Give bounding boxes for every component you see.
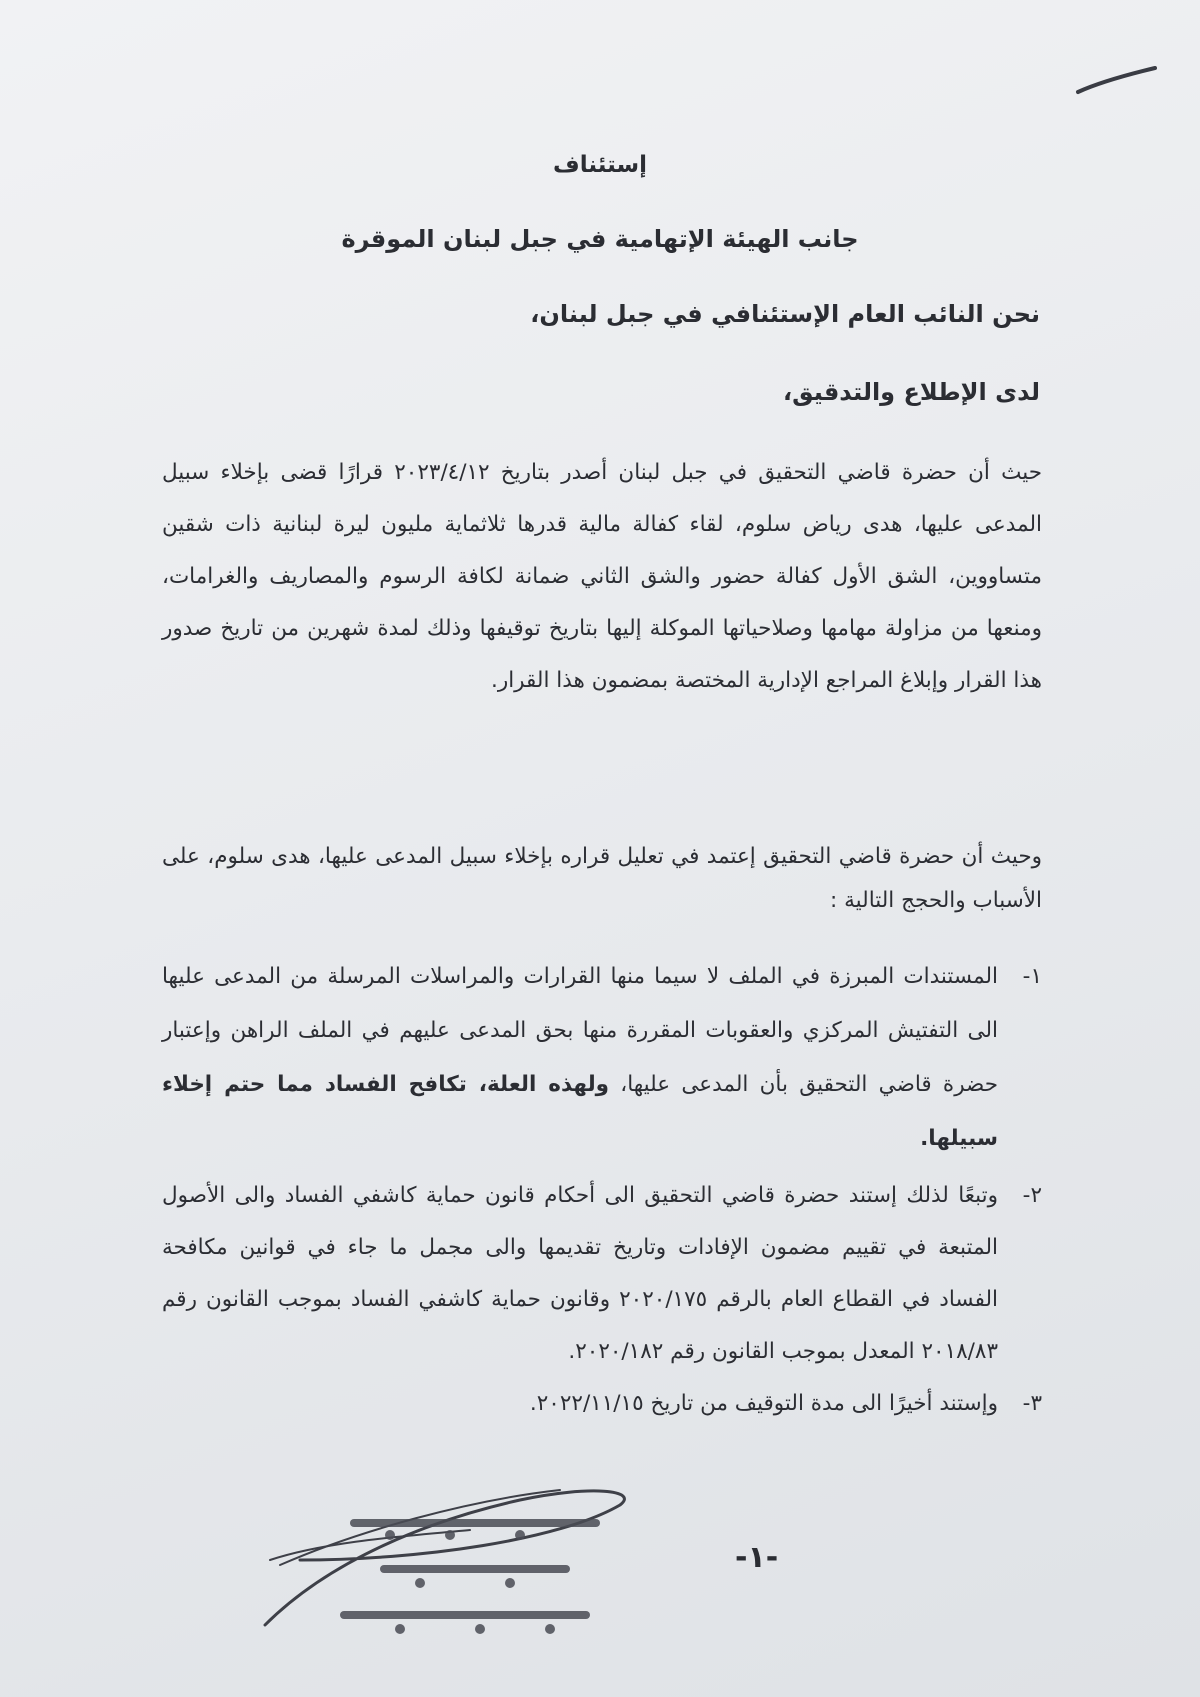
list-item-body: [162, 950, 998, 1166]
list-item-text: المستندات المبرزة في الملف لا سيما منها القرارات والمراسلات المرسلة من المدعى عليها الى التفتيش المركزي والعقوبات المقررة منها بحق المدعى عليهم في الملف الراهن وإعتبار حضرة قاضي التحقيق بأن المدعى عليها،: [162, 964, 998, 1097]
stamp-lettering-graphic: [310, 1505, 650, 1655]
pen-stroke-mark: [1078, 68, 1155, 92]
paragraph-2: وحيث أن حضرة قاضي التحقيق إعتمد في تعليل قراره بإخلاء سبيل المدعى عليها، هدى سلوم، على الأسباب والحجج التالية :: [162, 844, 1042, 913]
list-item-number: ٢-: [1022, 1183, 1042, 1208]
reasons-list: [162, 950, 1042, 1430]
document-heading: إستئناف: [552, 152, 648, 178]
review-line: لدى الإطلاع والتدقيق،: [783, 378, 1040, 406]
list-item-number: ٣-: [1022, 1391, 1042, 1416]
list-item-text: وإستند أخيرًا الى مدة التوقيف من تاريخ ٢٠٢٢/١١/١٥.: [529, 1391, 998, 1416]
list-item-bold-text: ولهذه العلة، تكافح الفساد مما حتم إخلاء سبيلها.: [162, 1072, 998, 1151]
page-number: -١-: [735, 1540, 779, 1575]
list-item: [162, 1378, 1042, 1430]
document-subheading: جانب الهيئة الإتهامية في جبل لبنان الموقرة: [341, 225, 859, 253]
list-item: [162, 1170, 1042, 1378]
opening-line: نحن النائب العام الإستئنافي في جبل لبنان،: [530, 300, 1040, 328]
list-item-number: ١-: [1022, 964, 1042, 989]
paragraph-1: حيث أن حضرة قاضي التحقيق في جبل لبنان أصدر بتاريخ ٢٠٢٣/٤/١٢ قرارًا قضى بإخلاء سبيل المدعى عليها، هدى رياض سلوم، لقاء كفالة مالية قدرها ثلاثماية مليون ليرة لبنانية ذات شقين متساووين، الشق الأول كفالة حضور والشق الثاني ضمانة لكافة الرسوم والمصاريف والغرامات، ومنعها من مزاولة مهامها وصلاحياتها الموكلة إليها بتاريخ توقيفها وذلك لمدة شهرين من تاريخ صدور هذا القرار وإبلاغ المراجع الإدارية المختصة بمضمون هذا القرار.: [162, 460, 1042, 693]
list-item: [162, 950, 1042, 1166]
official-seal-stamp: [310, 1505, 650, 1667]
list-item-text: وتبعًا لذلك إستند حضرة قاضي التحقيق الى أحكام قانون حماية كاشفي الفساد والى الأصول المتبعة في تقييم مضمون الإفادات وتاريخ تقديمها والى مجمل ما جاء في قوانين مكافحة الفساد في القطاع العام بالرقم ٢٠٢٠/١٧٥ وقانون حماية كاشفي الفساد بموجب القانون رقم ٢٠١٨/٨٣ المعدل بموجب القانون رقم ٢٠٢٠/١٨٢.: [162, 1183, 998, 1364]
